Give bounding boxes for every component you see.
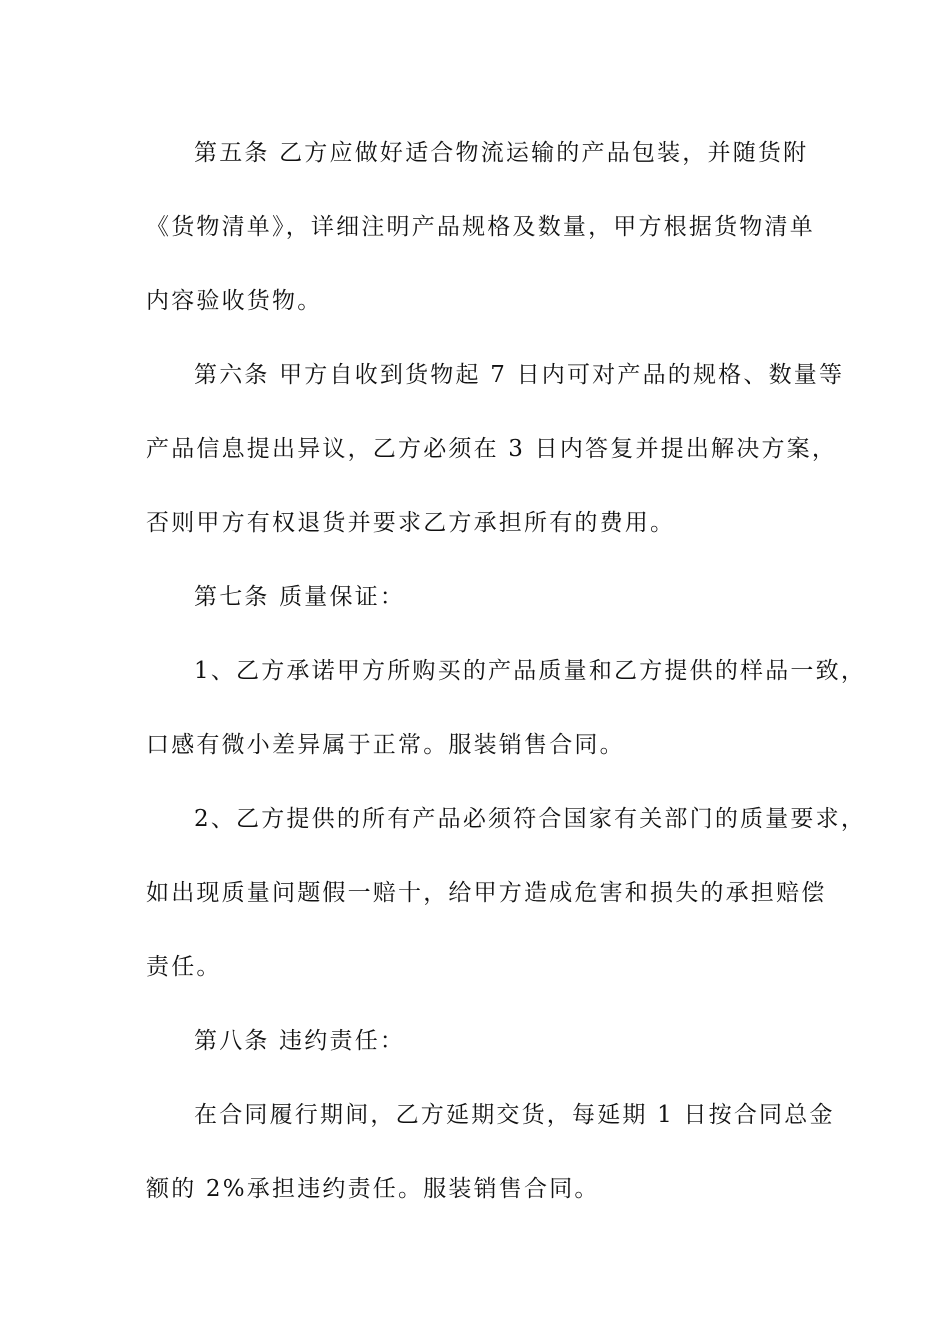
text-line: 内容验收货物。	[146, 288, 323, 314]
text-line: 1、乙方承诺甲方所购买的产品质量和乙方提供的样品一致，	[194, 658, 867, 684]
text-line: 责任。	[146, 954, 222, 980]
text-line: 2、乙方提供的所有产品必须符合国家有关部门的质量要求，	[194, 806, 867, 832]
paragraph-article-7-item-2	[146, 798, 867, 1020]
paragraph-article-8-body	[146, 1094, 835, 1242]
document-body	[146, 132, 867, 1242]
text-line: 在合同履行期间，乙方延期交货，每延期 1 日按合同总金	[194, 1102, 835, 1128]
text-line: 产品信息提出异议，乙方必须在 3 日内答复并提出解决方案，	[146, 436, 838, 462]
text-line: 如出现质量问题假一赔十，给甲方造成危害和损失的承担赔偿	[146, 880, 827, 906]
text-line: 否则甲方有权退货并要求乙方承担所有的费用。	[146, 510, 676, 536]
text-line: 《货物清单》，详细注明产品规格及数量，甲方根据货物清单	[146, 214, 815, 240]
text-line: 第六条 甲方自收到货物起 7 日内可对产品的规格、数量等	[194, 362, 845, 388]
text-line: 第五条 乙方应做好适合物流运输的产品包装，并随货附	[194, 140, 809, 166]
heading-article-7	[146, 576, 812, 650]
heading-article-8	[146, 1020, 812, 1094]
text-line: 额的 2%承担违约责任。服装销售合同。	[146, 1176, 600, 1202]
paragraph-article-7-item-1	[146, 650, 867, 798]
text-line: 口感有微小差异属于正常。服装销售合同。	[146, 732, 625, 758]
section-heading: 第七条 质量保证：	[194, 584, 406, 610]
paragraph-article-6	[146, 354, 845, 576]
section-heading: 第八条 违约责任：	[194, 1028, 406, 1054]
paragraph-article-5	[146, 132, 815, 354]
